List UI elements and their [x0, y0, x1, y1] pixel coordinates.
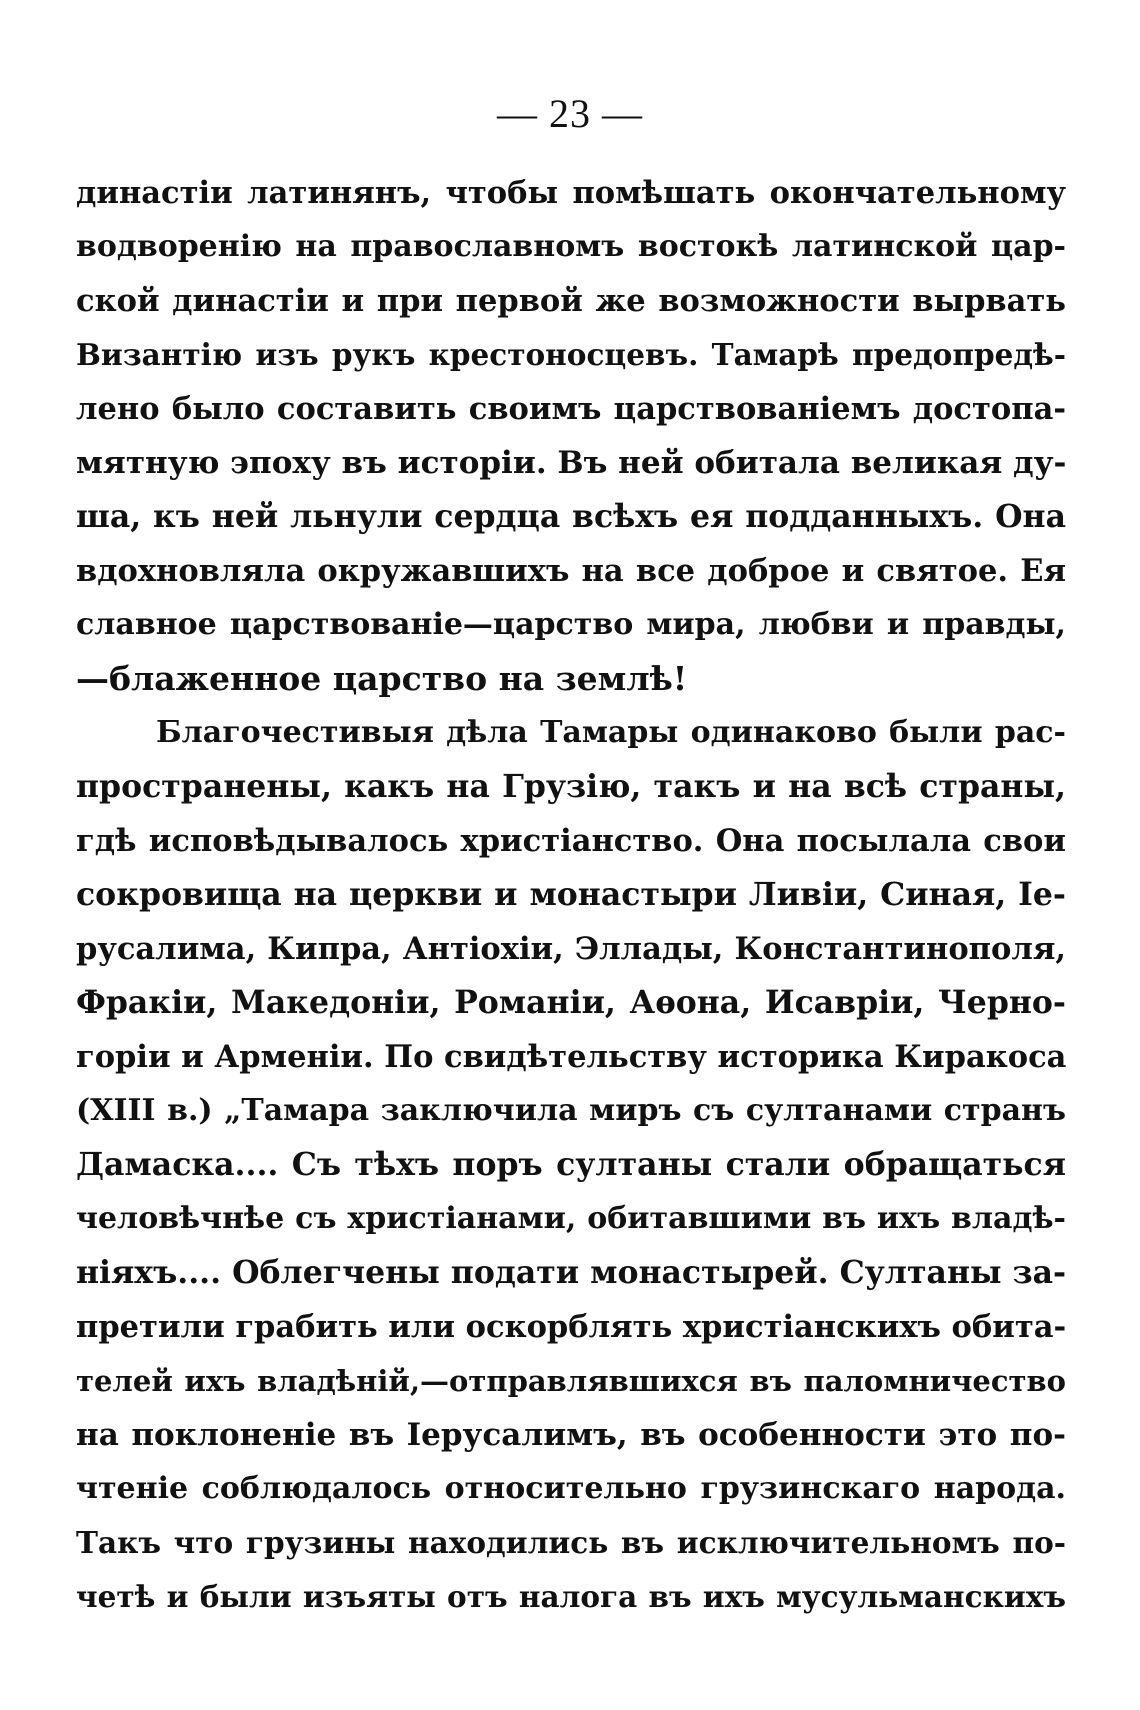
text-line: Византію изъ рукъ крестоносцевъ. Тамарѣ предопредѣ- — [76, 337, 1066, 372]
text-line: сокровища на церкви и монастыри Ливіи, Синая, Іе- — [76, 876, 1066, 913]
text-body — [76, 166, 1066, 1624]
text-line: водворенію на православномъ востокѣ латинской цар- — [76, 229, 1066, 264]
paragraph-2 — [76, 706, 1066, 1624]
text-line: телей ихъ владѣній,—отправлявшихся въ паломничество — [76, 1364, 1066, 1398]
text-line: вдохновляла окружавшихъ на все доброе и святое. Ея — [76, 553, 1066, 589]
text-line: династіи латинянъ, чтобы помѣшать окончательному — [76, 175, 1066, 211]
text-line: четѣ и были изъяты отъ налога въ ихъ мусульманскихъ — [76, 1579, 1066, 1614]
text-line: мятную эпоху въ исторіи. Въ ней обитала великая ду- — [76, 445, 1066, 481]
text-line: —блаженное царство на землѣ! — [76, 659, 688, 698]
text-line: человѣчнѣе съ христіанами, обитавшими въ ихъ владѣ- — [76, 1201, 1066, 1236]
text-line: Фракіи, Македоніи, Романіи, Аѳона, Исавріи, Черно- — [76, 984, 1066, 1021]
text-line: ніяхъ.... Облегчены подати монастырей. Султаны за- — [76, 1254, 1066, 1291]
text-line: (XIII в.) „Тамара заключила миръ съ султанами странъ — [76, 1093, 1066, 1128]
text-line: горіи и Арменіи. По свидѣтельству историка Киракоса — [76, 1039, 1066, 1075]
text-line: пространены, какъ на Грузію, такъ и на всѣ страны, — [76, 768, 1066, 805]
text-line: ской династіи и при первой же возможности вырвать — [76, 283, 1066, 319]
text-line: чтеніе соблюдалось относительно грузинскаго народа. — [76, 1471, 1066, 1506]
text-line: Такъ что грузины находились въ исключительномъ по- — [76, 1525, 1066, 1560]
page-number: — 23 — — [497, 91, 643, 136]
text-line: Благочестивыя дѣла Тамары одинаково были рас- — [156, 715, 1066, 750]
text-line: Дамаска.... Съ тѣхъ поръ султаны стали обращаться — [76, 1146, 1066, 1183]
text-line: лено было составить своимъ царствованіемъ достопа- — [76, 391, 1066, 427]
text-line: ша, къ ней льнули сердца всѣхъ ея подданныхъ. Она — [76, 498, 1066, 535]
text-line: русалима, Кипра, Антіохіи, Эллады, Константинополя, — [76, 931, 1066, 967]
text-line: славное царствованіе—царство мира, любви и правды, — [76, 607, 1066, 642]
paragraph-1 — [76, 166, 1066, 706]
text-line: гдѣ исповѣдывалось христіанство. Она посылала свои — [76, 823, 1066, 859]
text-line: претили грабить или оскорблять христіанскихъ обита- — [76, 1309, 1066, 1345]
text-line: на поклоненіе въ Іерусалимъ, въ особенности это по- — [76, 1417, 1066, 1453]
